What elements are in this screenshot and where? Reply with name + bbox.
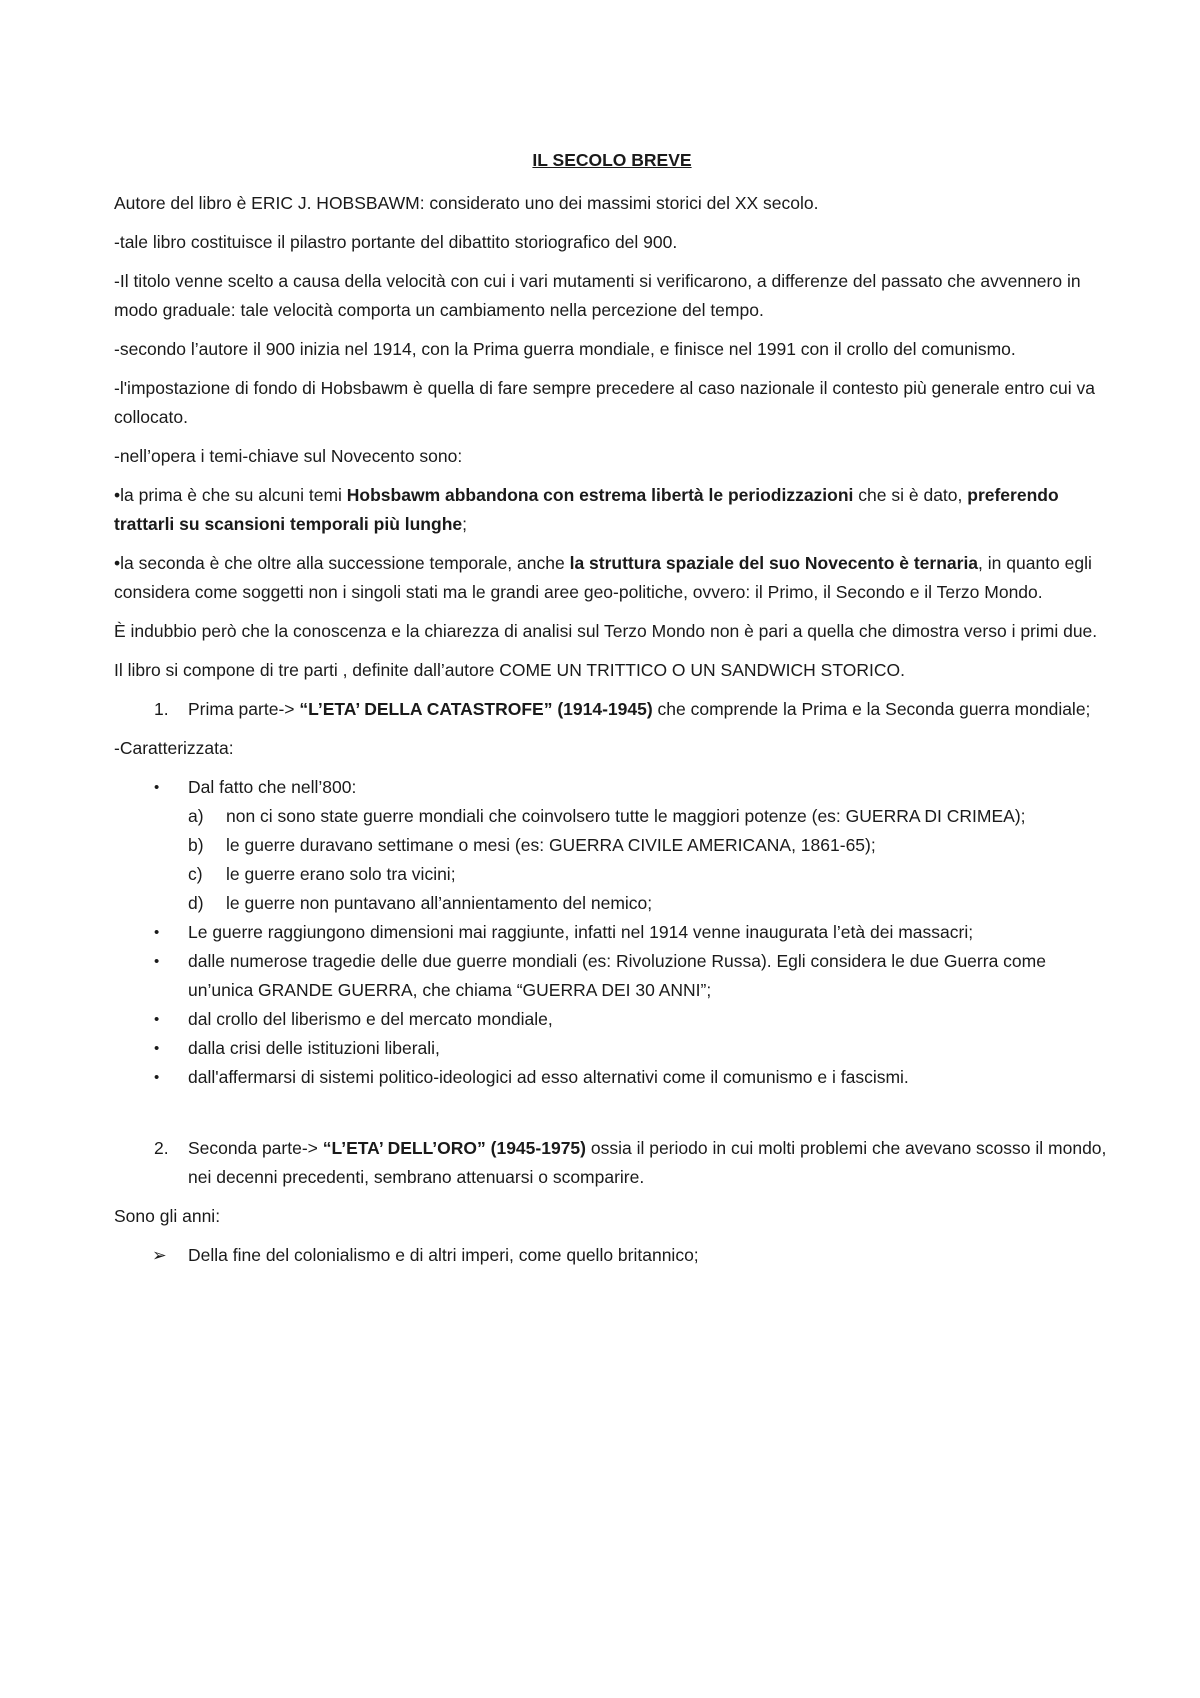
theme-bullet-1: •la prima è che su alcuni temi Hobsbawm abbandona con estrema libertà le periodizzazioni che si è dato, preferendo trattarli su scansioni temporali più lunghe;	[114, 485, 1059, 534]
list-item: • dal crollo del liberismo e del mercato mondiale,	[114, 1005, 1110, 1034]
paragraph-years: Sono gli anni:	[114, 1206, 221, 1226]
bullet-mark: •	[154, 1011, 160, 1028]
spacer	[114, 1092, 1110, 1134]
arrow-list-item: ➢ Della fine del colonialismo e di altri imperi, come quello britannico;	[114, 1241, 1110, 1270]
part-one-item: 1. Prima parte-> “L’ETA’ DELLA CATASTROFE” (1914-1945) che comprende la Prima e la Seconda guerra mondiale;	[114, 695, 1110, 724]
alpha-item-a: a) non ci sono state guerre mondiali che coinvolsero tutte le maggiori potenze (es: GUERRA DI CRIMEA);	[188, 806, 1026, 826]
theme-bullet-2: •la seconda è che oltre alla successione temporale, anche la struttura spaziale del suo Novecento è ternaria, in quanto egli considera come soggetti non i singoli stati ma le grandi aree geo-politiche, ovvero: il Primo, il Secondo e il Terzo Mondo.	[114, 553, 1092, 602]
bullet-mark: •	[114, 553, 121, 573]
paragraph-title-reason: -Il titolo venne scelto a causa della velocità con cui i vari mutamenti si verificarono, a differenze del passato che avvennero in modo graduale: tale velocità comporta un cambiamento nella percezione del tempo.	[114, 271, 1081, 320]
paragraph-three-parts: Il libro si compone di tre parti , definite dall’autore COME UN TRITTICO O UN SANDWICH STORICO.	[114, 660, 905, 680]
paragraph-characterized: -Caratterizzata:	[114, 738, 234, 758]
bullet-mark: •	[154, 1069, 160, 1086]
paragraph-approach: -l'impostazione di fondo di Hobsbawm è quella di fare sempre precedere al caso nazionale il contesto più generale entro cui va collocato.	[114, 378, 1095, 427]
document-title: IL SECOLO BREVE	[532, 150, 692, 170]
list-item: • dalle numerose tragedie delle due guerre mondiali (es: Rivoluzione Russa). Egli considera le due Guerra come un’unica GRANDE GUERRA, che chiama “GUERRA DEI 30 ANNI”;	[114, 947, 1110, 1005]
list-item: • Le guerre raggiungono dimensioni mai raggiunte, infatti nel 1914 venne inaugurata l’età dei massacri;	[114, 918, 1110, 947]
list-item: • dalla crisi delle istituzioni liberali,	[114, 1034, 1110, 1063]
paragraph-author: Autore del libro è ERIC J. HOBSBAWM: considerato uno dei massimi storici del XX secolo.	[114, 193, 819, 213]
alpha-item-d: d) le guerre non puntavano all’annientamento del nemico;	[188, 893, 653, 913]
paragraph-timespan: -secondo l’autore il 900 inizia nel 1914, con la Prima guerra mondiale, e finisce nel 1991 con il crollo del comunismo.	[114, 339, 1016, 359]
bullet-mark: •	[154, 953, 160, 970]
bullet-mark: •	[154, 1040, 160, 1057]
list-number: 2.	[154, 1138, 169, 1158]
paragraph-key-themes: -nell’opera i temi-chiave sul Novecento sono:	[114, 446, 463, 466]
paragraph-pillar: -tale libro costituisce il pilastro portante del dibattito storiografico del 900.	[114, 232, 678, 252]
list-number: 1.	[154, 699, 169, 719]
bullet-mark: •	[154, 779, 160, 796]
bullet-mark: •	[154, 924, 160, 941]
list-item: • Dal fatto che nell’800:	[114, 773, 1110, 802]
alpha-item-b: b) le guerre duravano settimane o mesi (es: GUERRA CIVILE AMERICANA, 1861-65);	[188, 835, 876, 855]
arrow-bullet-icon: ➢	[152, 1245, 167, 1265]
alpha-item-c: c) le guerre erano solo tra vicini;	[188, 864, 456, 884]
list-item: • dall'affermarsi di sistemi politico-ideologici ad esso alternativi come il comunismo e i fascismi.	[114, 1063, 1110, 1092]
part-two-item: 2. Seconda parte-> “L’ETA’ DELL’ORO” (1945-1975) ossia il periodo in cui molti problemi che avevano scosso il mondo, nei decenni precedenti, sembrano attenuarsi o scomparire.	[114, 1134, 1110, 1192]
paragraph-third-world: È indubbio però che la conoscenza e la chiarezza di analisi sul Terzo Mondo non è pari a quella che dimostra verso i primi due.	[114, 621, 1098, 641]
bullet-mark: •	[114, 485, 121, 505]
